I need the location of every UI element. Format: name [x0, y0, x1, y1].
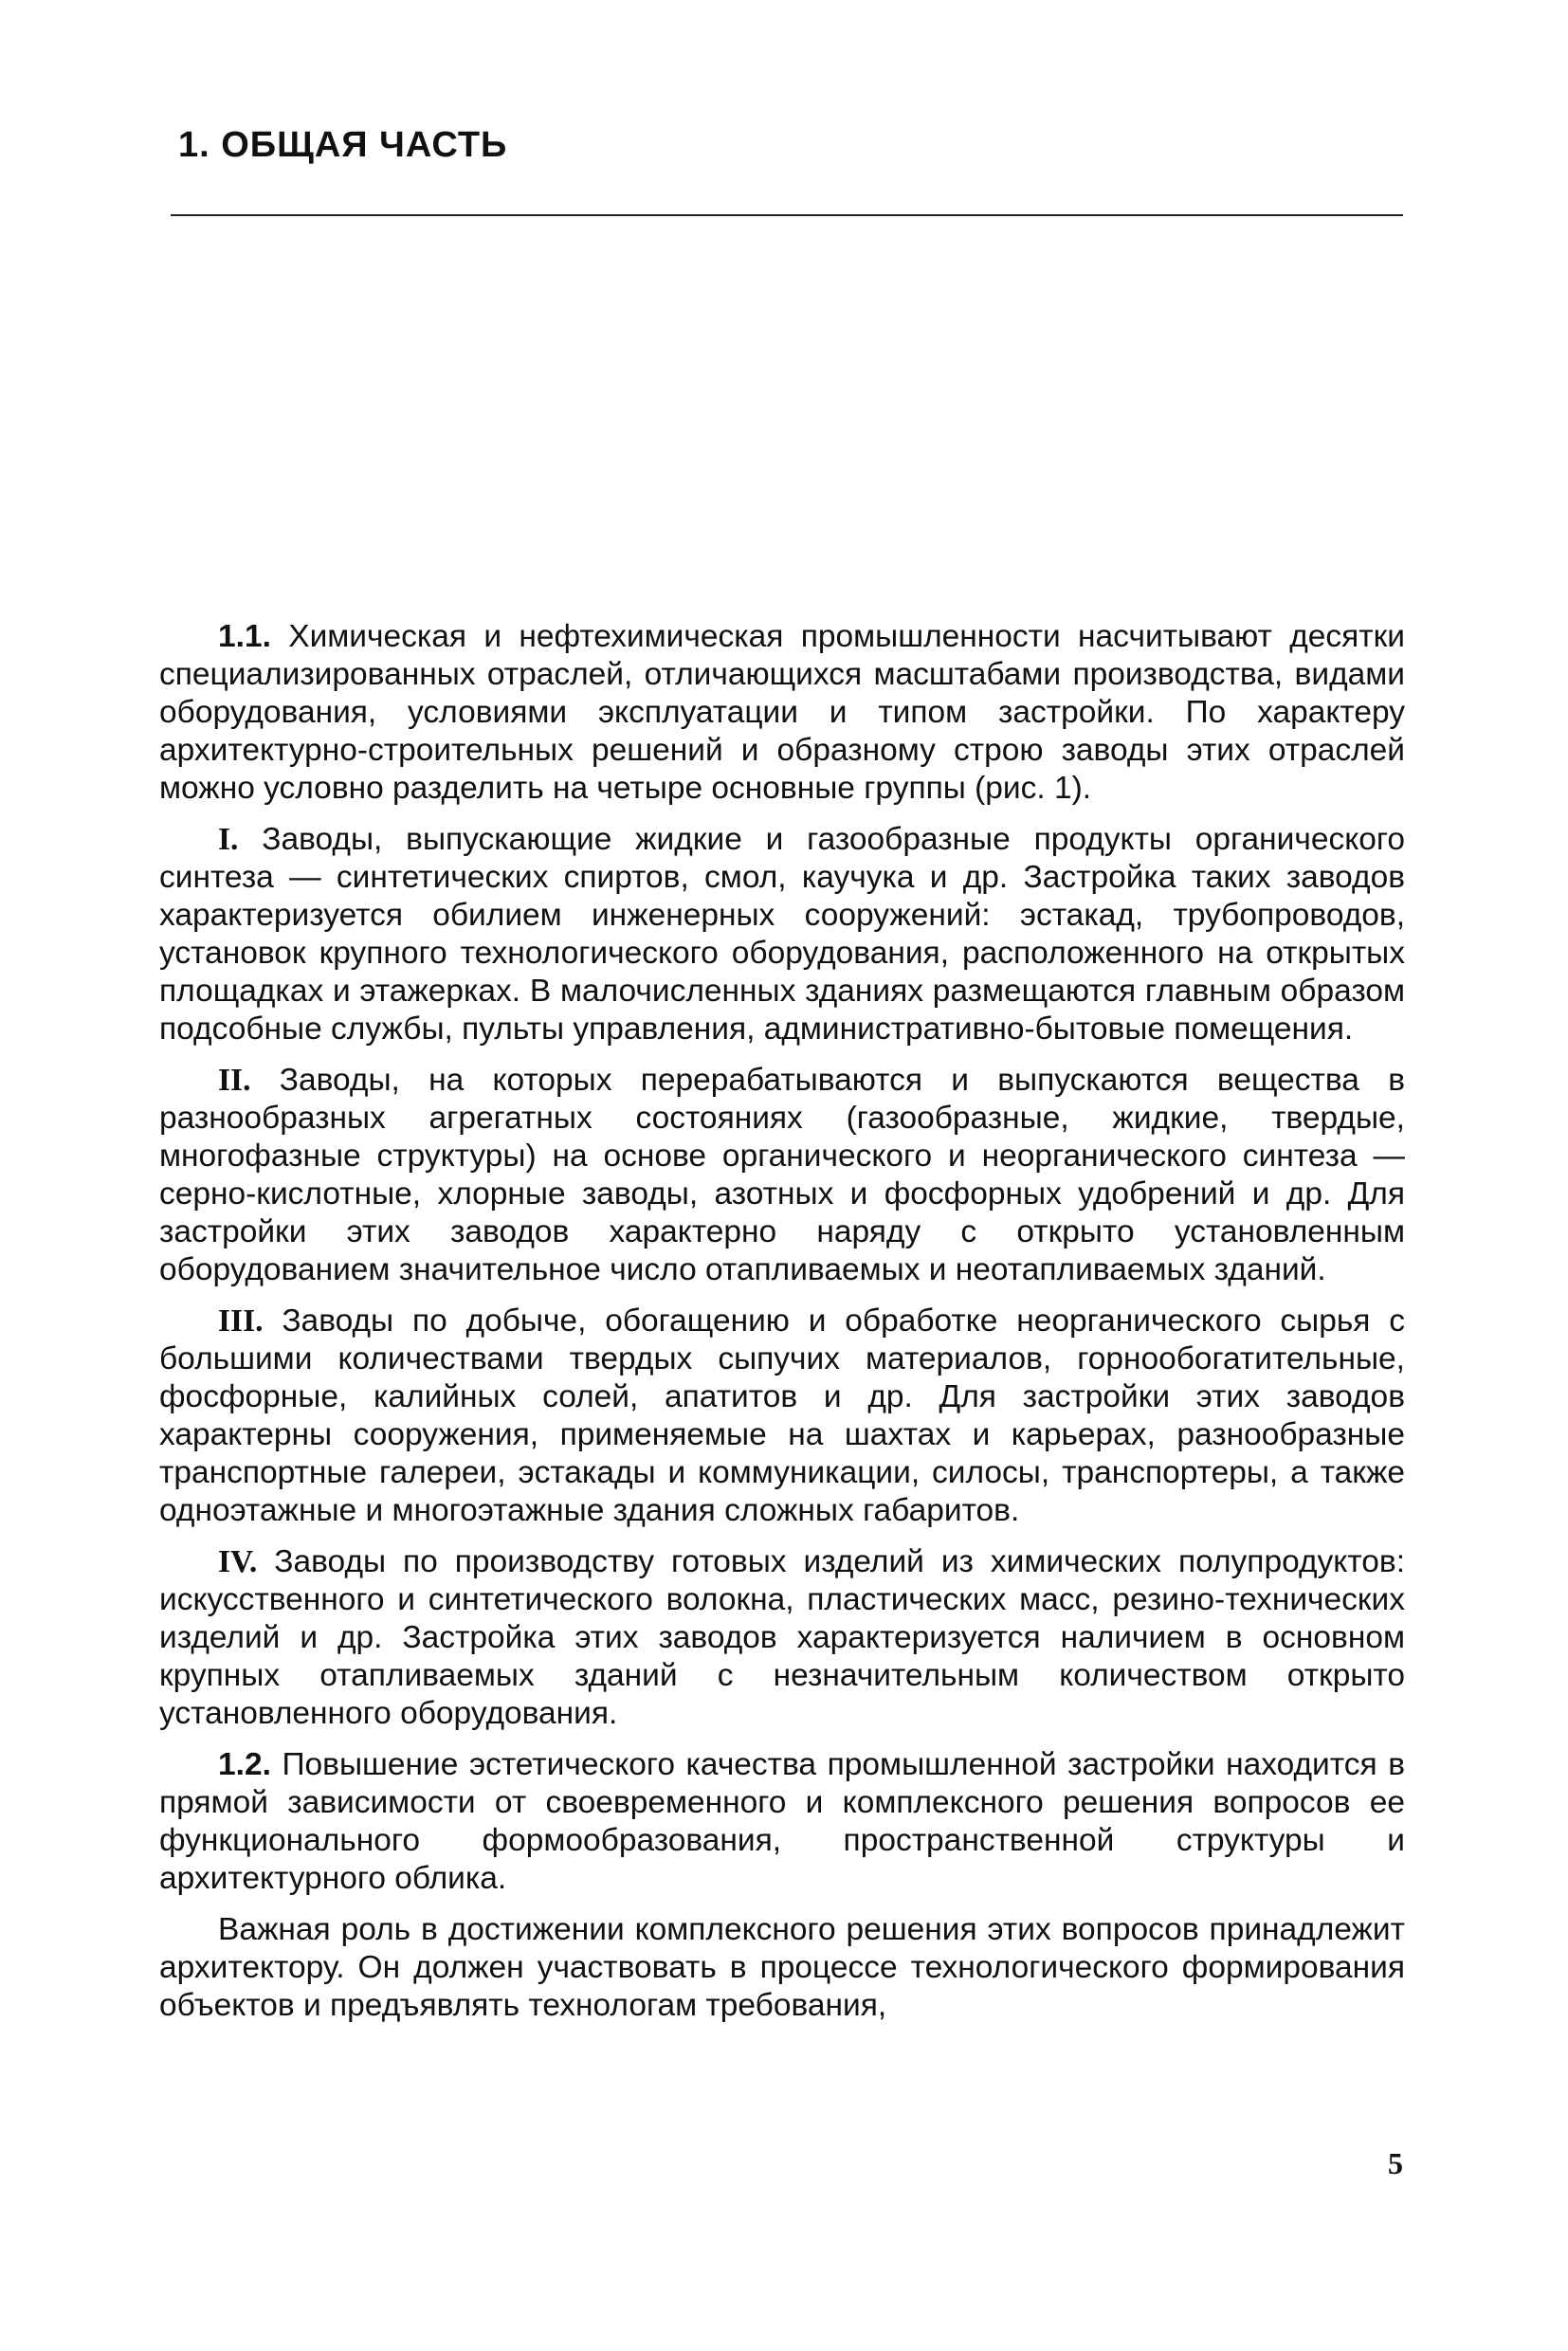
paragraph-text: Заводы по добыче, обогащению и обработке неорганического сырья с большими количествами твердых сыпучих материалов, горнообогатительные, фосфорные, калийных солей, апатитов и др. Для застройки этих заводов характерны сооружения, применяемые на шахтах и карьерах, разнообразные транспортные галереи, эстакады и коммуникации, силосы, транспортеры, а также одноэтажные и многоэтажные здания сложных габаритов.: [159, 1303, 1406, 1528]
section-title: 1. ОБЩАЯ ЧАСТЬ: [178, 125, 508, 165]
paragraph-text: Повышение эстетического качества промышленной застройки находится в прямой зависимости от своевременного и комплексного решения вопросов ее функционального формообразования, пространственной структуры и архитектурного облика.: [159, 1747, 1405, 1896]
paragraph-text: Химическая и нефтехимическая промышленности насчитывают десятки специализированных отраслей, отличающихся масштабами производства, видами оборудования, условиями эксплуатации и типом застройки. По характеру архитектурно-строительных решений и образному строю заводы этих отраслей можно условно разделить на четыре основные группы (рис. 1).: [159, 619, 1405, 806]
paragraph-text: Заводы, выпускающие жидкие и газообразные продукты органического синтеза — синтетических спиртов, смол, каучука и др. Застройка таких заводов характеризуется обилием инженерных сооружений: эстакад, трубопроводов, установок крупного технологического оборудования, расположенного на открытых площадках и этажерках. В малочисленных зданиях размещаются главным образом подсобные службы, пульты управления, административно-бытовые помещения.: [159, 822, 1405, 1047]
group-number: IV.: [218, 1544, 258, 1579]
group-number: III.: [218, 1303, 264, 1339]
paragraph-text: Заводы по производству готовых изделий из химических полупродуктов: искусственного и синтетического волокна, пластических масс, резино-технических изделий и др. Застройка этих заводов характеризуется наличием в основном крупных отапливаемых зданий с незначительным количеством открыто установленного оборудования.: [159, 1544, 1406, 1731]
paragraph-number: 1.2.: [218, 1747, 271, 1782]
paragraph-1-1: [159, 618, 1405, 808]
heading-divider: [171, 214, 1403, 216]
paragraph-continuation: [159, 1911, 1405, 2025]
paragraph-group-1: [159, 821, 1405, 1048]
paragraph-group-3: [159, 1303, 1405, 1530]
paragraph-group-4: [159, 1543, 1405, 1733]
paragraph-1-2: [159, 1746, 1405, 1898]
body-text: [159, 618, 1405, 2038]
page-number: 5: [1388, 2146, 1403, 2180]
paragraph-text: Заводы, на которых перерабатываются и выпускаются вещества в разнообразных агрегатных состояниях (газообразные, жидкие, твердые, многофазные структуры) на основе органического и неорганического синтеза — серно-кислотные, хлорные заводы, азотных и фосфорных удобрений и др. Для застройки этих заводов характерно наряду с открыто установленным оборудованием значительное число отапливаемых и неотапливаемых зданий.: [159, 1063, 1405, 1287]
group-number: II.: [218, 1063, 251, 1098]
paragraph-number: 1.1.: [218, 619, 271, 654]
paragraph-text: Важная роль в достижении комплексного решения этих вопросов принадлежит архитектору. Он должен участвовать в процессе технологического формирования объектов и предъявлять технологам требования,: [159, 1912, 1405, 2023]
paragraph-group-2: [159, 1062, 1405, 1289]
group-number: I.: [218, 822, 239, 857]
